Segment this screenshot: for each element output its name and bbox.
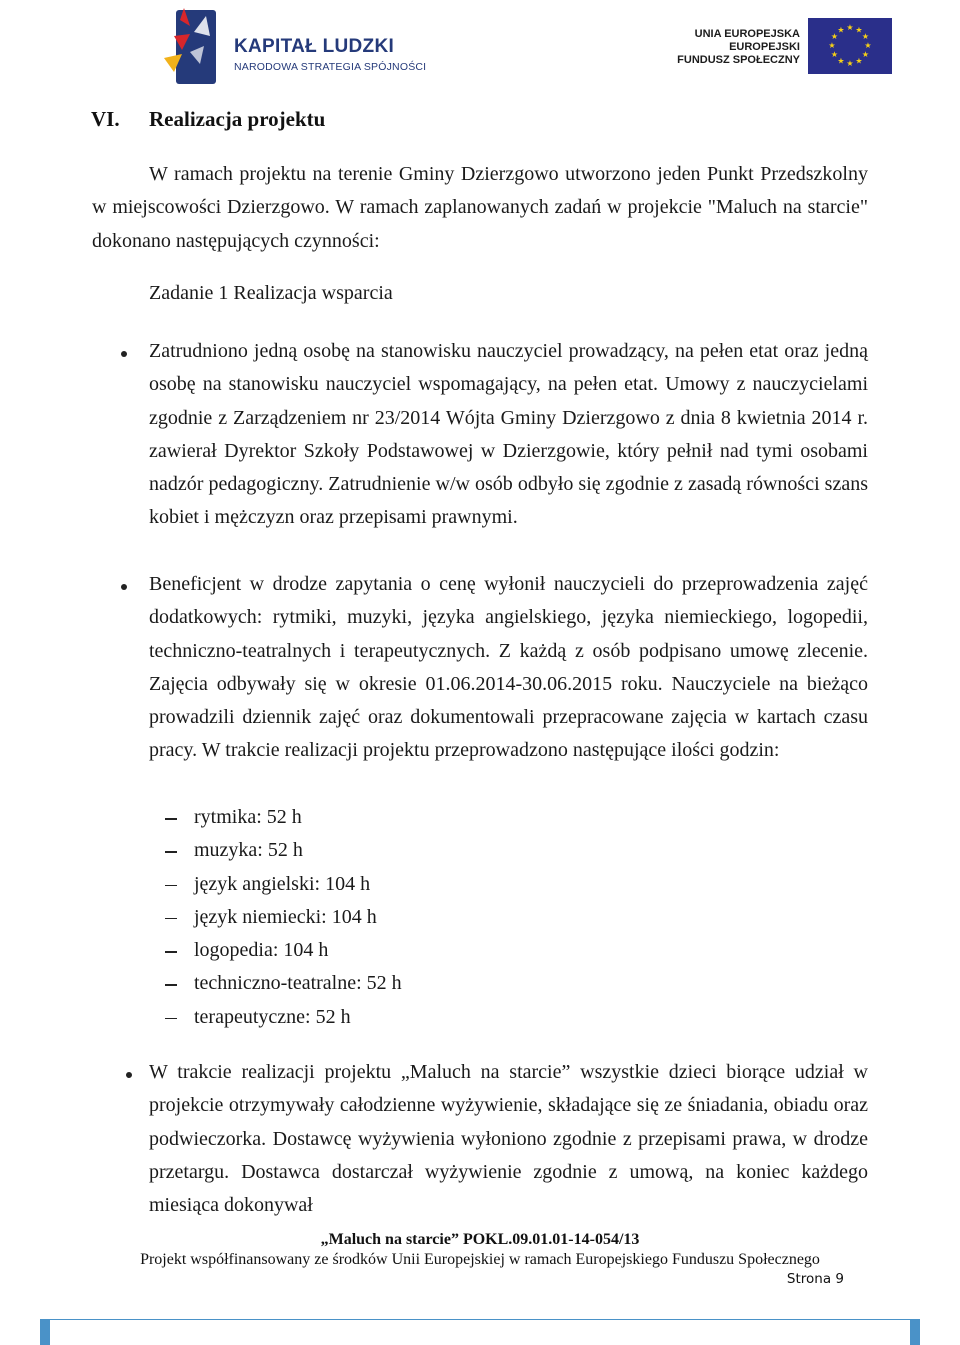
eu-fund-text (677, 28, 800, 67)
dash-icon (165, 984, 177, 986)
hours-entry: rytmika: 52 h (194, 806, 302, 828)
svg-text:★: ★ (828, 41, 836, 50)
svg-text:★: ★ (855, 25, 863, 35)
bullet-item: W trakcie realizacji projektu „Maluch na starcie” wszystkie dzieci biorące udział w projekcie otrzymywały całodzienne wyżywienie, składające się ze śniadania, obiadu oraz podwieczorka. Dostawcę wyżywienia wyłoniono zgodnie z przepisami prawa, w drodze przetargu. Dostawca dostarczał wyżywienie zgodnie z umową, na koniec każdego miesiąca dokonywał (149, 1061, 868, 1217)
svg-text:★: ★ (830, 50, 839, 59)
dash-icon (165, 885, 177, 887)
svg-text:★: ★ (861, 50, 870, 59)
svg-text:★: ★ (864, 41, 872, 50)
dash-icon (165, 1018, 177, 1020)
hours-list (165, 801, 402, 1034)
hours-entry: techniczno-teatralne: 52 h (194, 972, 402, 995)
footer-project-title: „Maluch na starcie” POKL.09.01.01-14-054/13 (320, 1231, 640, 1248)
section-number: VI. (91, 107, 120, 131)
svg-text:★: ★ (837, 25, 845, 35)
svg-text:★: ★ (837, 56, 845, 66)
hours-list-item (165, 1001, 402, 1034)
hours-list-item (165, 934, 402, 967)
hours-list-item (165, 967, 402, 1000)
svg-text:★: ★ (855, 56, 863, 66)
eu-line-1: UNIA EUROPEJSKA (694, 28, 800, 40)
svg-text:★: ★ (846, 59, 854, 68)
eu-fund-logo (664, 14, 896, 78)
page-number: Strona 9 (786, 1271, 844, 1287)
bullet-dot-icon (126, 1072, 132, 1078)
hours-list-item (165, 901, 402, 934)
dash-icon (165, 951, 177, 953)
hours-entry: muzyka: 52 h (194, 839, 303, 862)
task-label: Zadanie 1 Realizacja wsparcia (149, 282, 393, 304)
bullet-dot-icon (121, 351, 127, 357)
frame-bar-left (40, 1319, 50, 1345)
dash-icon (165, 818, 177, 820)
kapital-ludzki-title: KAPITAŁ LUDZKI (234, 36, 395, 57)
hours-entry: terapeutyczne: 52 h (194, 1005, 351, 1028)
dash-icon (165, 918, 177, 920)
hours-entry: logopedia: 104 h (194, 939, 329, 962)
frame-bar-right (910, 1319, 920, 1345)
frame-line (50, 1319, 910, 1320)
bullet-dot-icon (121, 584, 127, 590)
intro-paragraph: W ramach projektu na terenie Gminy Dzierzgowo utworzono jeden Punkt Przedszkolny w miejscowości Dzierzgowo. W ramach zaplanowanych zadań w projekcie "Maluch na starcie" dokonano następujących czynności: (92, 163, 868, 252)
bullet-item: Beneficjent w drodze zapytania o cenę wyłonił nauczycieli do przeprowadzenia zajęć dodatkowych: rytmiki, muzyki, języka angielskiego, języka niemieckiego, logopedii, techniczno-teatralnych i terapeutycznych. Z każdą z osób podpisano umowę zlecenie. Zajęcia odbywały się w okresie 01.06.2014-30.06.2015 roku. Nauczyciele na bieżąco prowadzili dziennik zajęć oraz dokumentowali przepracowane zajęcia w kartach czasu pracy. W trakcie realizacji projektu przeprowadzono następujące ilości godzin: (149, 573, 868, 762)
kapital-ludzki-subtitle: NARODOWA STRATEGIA SPÓJNOŚCI (234, 61, 427, 73)
kapital-ludzki-logo (160, 6, 430, 90)
svg-text:★: ★ (830, 32, 839, 41)
svg-text:★: ★ (861, 32, 870, 41)
hours-list-item (165, 834, 402, 867)
bullet-item: Zatrudniono jedną osobę na stanowisku nauczyciel prowadzący, na pełen etat oraz jedną osobę na stanowisku nauczyciel wspomagający, na pełen etat. Umowy z nauczycielami zgodnie z Zarządzeniem nr 23/2014 Wójta Gminy Dzierzgowo z dnia 8 kwietnia 2014 r. zawierał Dyrektor Szkoły Podstawowej w Dzierzgowie, który pełnił nad tymi osobami nadzór pedagogiczny. Zatrudnienie w/w osób odbyło się zgodnie z zasadą równości szans kobiet i mężczyzn oraz przepisami prawnymi. (149, 340, 868, 529)
hours-list-item (165, 801, 402, 834)
hours-entry: język angielski: 104 h (194, 872, 371, 895)
eu-line-2: EUROPEJSKI (729, 41, 800, 53)
section-title: Realizacja projektu (149, 107, 326, 131)
dash-icon (165, 851, 177, 853)
hours-entry: język niemiecki: 104 h (194, 905, 377, 928)
eu-flag-icon (808, 18, 892, 74)
svg-text:★: ★ (846, 23, 854, 32)
page-bottom-frame (40, 1319, 920, 1345)
kapital-ludzki-emblem-icon (160, 6, 230, 90)
eu-line-3: FUNDUSZ SPOŁECZNY (677, 54, 800, 66)
hours-list-item (165, 868, 402, 901)
footer-funding-note: Projekt współfinansowany ze środków Unii Europejskiej w ramach Europejskiego Funduszu Społecznego (140, 1251, 820, 1268)
